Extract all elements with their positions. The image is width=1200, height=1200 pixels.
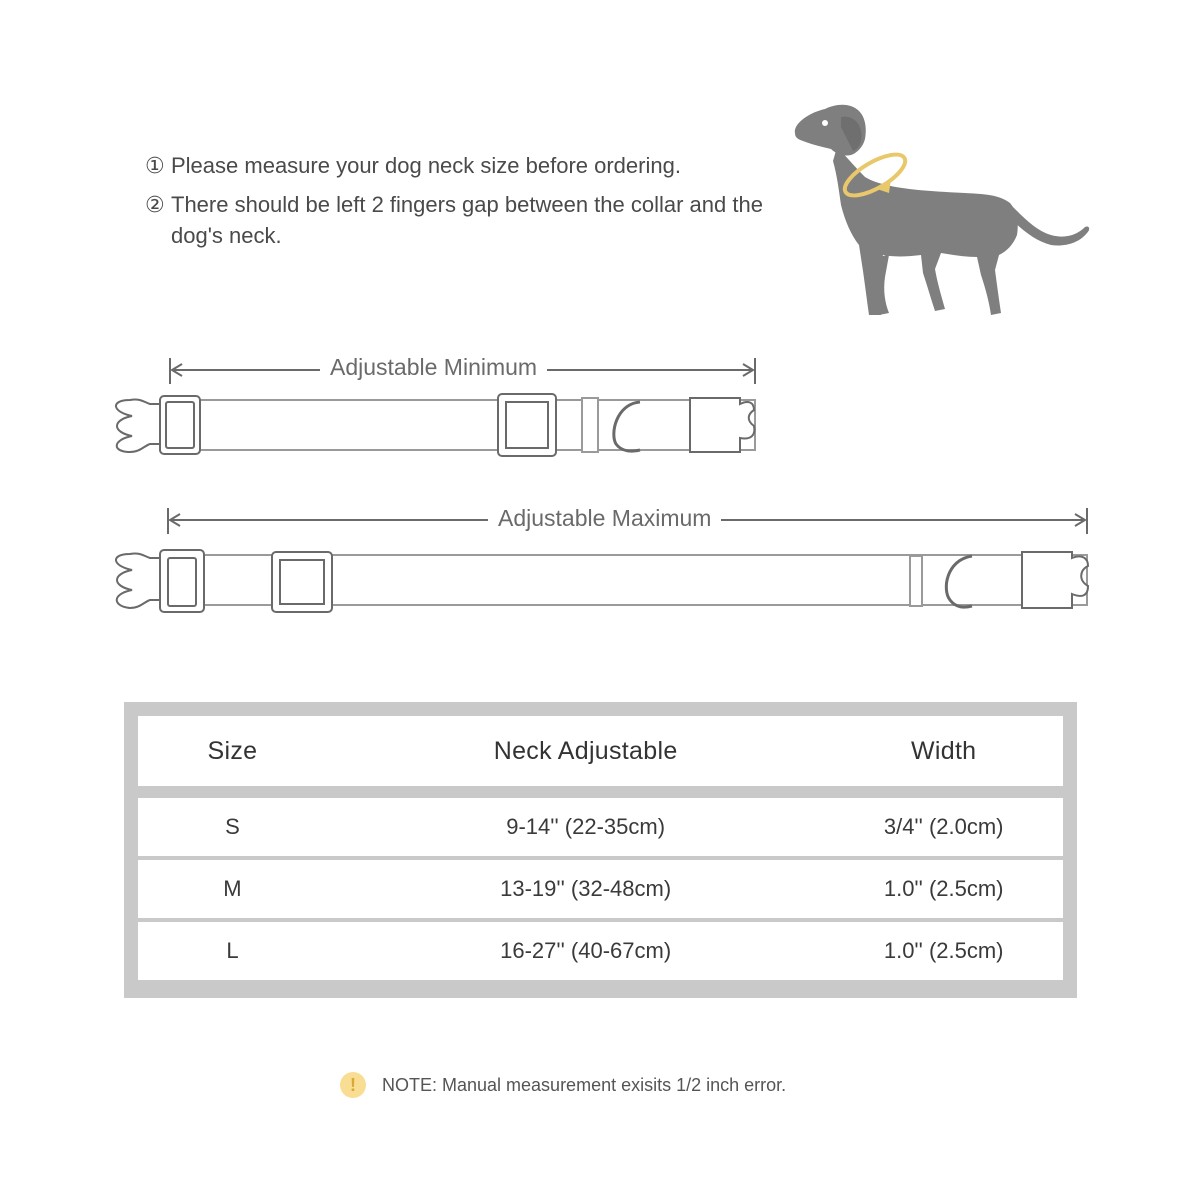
header-size: Size — [207, 736, 258, 765]
neck-cell: 16-27'' (40-67cm) — [500, 938, 672, 963]
width-cell: 1.0'' (2.5cm) — [883, 938, 1004, 963]
note-text: NOTE: Manual measurement exisits 1/2 inch error. — [382, 1074, 787, 1095]
table-header-row — [138, 716, 1063, 786]
warning-icon: ! — [340, 1072, 366, 1098]
table-row — [138, 922, 1063, 980]
table-row — [138, 860, 1063, 918]
size-cell: S — [225, 814, 240, 839]
width-cell: 1.0'' (2.5cm) — [883, 876, 1004, 901]
table-row — [138, 798, 1063, 856]
collar-diagram — [100, 340, 1100, 640]
instruction-1-number: ① — [145, 153, 165, 178]
measurement-note — [340, 1072, 786, 1098]
instruction-2-number: ② — [145, 192, 165, 217]
instruction-1 — [145, 150, 785, 181]
instruction-2-text: There should be left 2 fingers gap between the collar and the dog's neck. — [171, 192, 763, 248]
dog-icon — [785, 95, 1095, 330]
header-width: Width — [910, 736, 977, 765]
instructions — [145, 150, 785, 259]
adjustable-minimum-label: Adjustable Minimum — [320, 354, 547, 381]
instruction-2 — [145, 189, 785, 251]
header-neck-adjustable: Neck Adjustable — [493, 736, 678, 765]
size-table — [124, 702, 1077, 998]
neck-cell: 13-19'' (32-48cm) — [500, 876, 672, 901]
size-cell: L — [226, 938, 239, 963]
size-cell: M — [223, 876, 242, 901]
neck-cell: 9-14'' (22-35cm) — [506, 814, 666, 839]
adjustable-maximum-label: Adjustable Maximum — [488, 505, 721, 532]
width-cell: 3/4'' (2.0cm) — [883, 814, 1004, 839]
instruction-1-text: Please measure your dog neck size before ordering. — [171, 153, 681, 178]
